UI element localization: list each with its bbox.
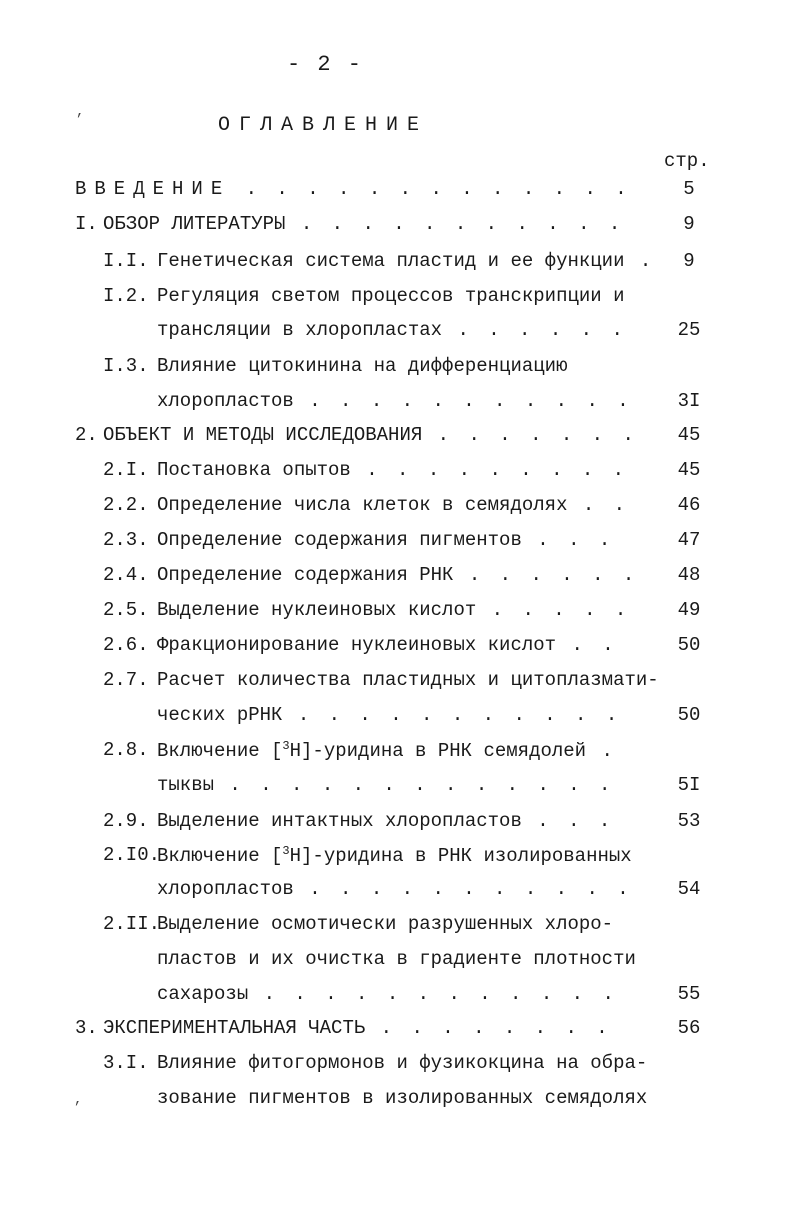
toc-entry <box>0 564 793 594</box>
toc-entry-text: Выделение интактных хлоропластов <box>157 810 522 832</box>
toc-entry <box>0 494 793 524</box>
toc-entry-text: ВВЕДЕНИЕ <box>75 178 231 200</box>
dot-leader: . . . . . . <box>442 319 627 341</box>
toc-entry <box>0 285 793 315</box>
toc-entry-number: 2.4. <box>103 564 149 586</box>
toc-entry-text: Определение содержания РНК <box>157 564 454 586</box>
toc-entry <box>0 459 793 489</box>
dot-leader: . . <box>567 494 630 516</box>
toc-entry <box>0 844 793 874</box>
toc-entry-number: 2.9. <box>103 810 149 832</box>
dot-leader: . . . . . . <box>453 564 639 586</box>
toc-entry-number: I.2. <box>103 285 149 307</box>
toc-entry-title <box>75 178 631 200</box>
toc-entry-text: Выделение осмотически разрушенных хлоро- <box>157 913 614 935</box>
toc-entry-page: 47 <box>677 529 701 551</box>
toc-entry <box>0 704 793 734</box>
toc-entry <box>0 739 793 769</box>
toc-entry-page: 53 <box>677 810 701 832</box>
toc-entry-number: 2.7. <box>103 669 149 691</box>
toc-entry-number: 2.3. <box>103 529 149 551</box>
toc-entry-number: I.3. <box>103 355 149 377</box>
dot-leader: . . . . . . . . . . . . . <box>214 774 615 796</box>
toc-entry-text: ческих рРНК <box>157 704 283 726</box>
toc-entry-number: 2.I. <box>103 459 149 481</box>
toc-entry-text: Определение числа клеток в семядолях <box>157 494 568 516</box>
dot-leader: . . <box>556 634 618 656</box>
toc-entry-number: 3. <box>75 1017 98 1039</box>
toc-entry-page: 9 <box>683 250 695 272</box>
toc-entry-text: тыквы <box>157 774 215 796</box>
toc-entry <box>0 250 793 280</box>
toc-entry-text: Включение [ <box>157 845 283 867</box>
toc-entry-page: 5 <box>683 178 695 200</box>
toc-entry-page: 49 <box>677 599 701 621</box>
dot-leader: . <box>586 740 617 762</box>
page-number: - 2 - <box>286 52 363 77</box>
toc-entry-text: Влияние цитокинина на дифференциацию <box>157 355 568 377</box>
toc-entry-title <box>157 390 633 412</box>
dot-leader: . . . . . . . . . <box>350 459 629 481</box>
toc-entry-text: Выделение нуклеиновых кислот <box>157 599 477 621</box>
toc-entry-title <box>157 599 630 621</box>
toc-entry-text: ОБЪЕКТ И МЕТОДЫ ИССЛЕДОВАНИЯ <box>103 424 423 446</box>
toc-entry <box>0 669 793 699</box>
toc-entry-title <box>157 774 614 796</box>
toc-entry-text: трансляции в хлоропластах <box>157 319 443 341</box>
toc-entry-title <box>157 494 629 516</box>
toc-entry-title <box>157 913 613 935</box>
page-title: ОГЛАВЛЕНИЕ <box>218 114 429 137</box>
toc-entry-text: сахарозы <box>157 983 249 1005</box>
toc-entry-text: ЭКСПЕРИМЕНТАЛЬНАЯ ЧАСТЬ <box>103 1017 366 1039</box>
toc-entry-title <box>157 669 659 691</box>
toc-entry-title <box>157 459 628 481</box>
toc-entry-text: Определение содержания пигментов <box>157 529 522 551</box>
toc-entry-text: пластов и их очистка в градиенте плотности <box>157 948 636 970</box>
toc-entry-title <box>157 844 632 867</box>
toc-entry-title <box>103 1017 612 1039</box>
toc-entry <box>0 634 793 664</box>
dot-leader: . . . . . . . . . . . <box>293 878 633 900</box>
toc-entry-title <box>157 564 638 586</box>
toc-entry <box>0 319 793 349</box>
dot-leader: . . . . . . . . . . . . . <box>230 178 631 200</box>
toc-entry-title <box>103 424 638 446</box>
toc-entry-title <box>157 983 618 1005</box>
toc-entry-page: 9 <box>683 213 695 235</box>
toc-entry-title <box>157 319 627 341</box>
toc-entry-title <box>157 285 624 307</box>
toc-entry-title <box>157 529 614 551</box>
toc-entry-page: 5I <box>677 774 701 796</box>
toc-entry <box>0 390 793 420</box>
toc-entry-title <box>157 634 618 656</box>
toc-entry <box>0 810 793 840</box>
page-column-label: стр. <box>664 150 710 172</box>
toc-entry <box>0 948 793 978</box>
toc-entry-number: I. <box>75 213 98 235</box>
toc-entry-page: 50 <box>677 634 701 656</box>
toc-entry-title <box>103 213 624 235</box>
toc-entry-title <box>157 810 614 832</box>
toc-entry-page: 54 <box>677 878 701 900</box>
toc-entry-number: 2. <box>75 424 98 446</box>
toc-entry-title <box>157 1052 647 1074</box>
dot-leader: . . . . . . . . . . . <box>282 704 622 726</box>
toc-entry-title <box>157 250 655 272</box>
toc-entry-text: Регуляция светом процессов транскрипции и <box>157 285 625 307</box>
toc-entry <box>0 913 793 943</box>
dot-leader: . . . . . . . . . . . . <box>248 983 618 1005</box>
toc-entry <box>0 213 793 243</box>
scan-mark: , <box>76 104 85 120</box>
toc-entry-number: 3.I. <box>103 1052 149 1074</box>
toc-entry-number: 2.2. <box>103 494 149 516</box>
toc-entry-text: хлоропластов <box>157 878 294 900</box>
toc-entry-title <box>157 878 633 900</box>
dot-leader: . . . . . . . <box>422 424 638 446</box>
toc-entry-number: 2.5. <box>103 599 149 621</box>
dot-leader: . <box>624 250 656 272</box>
toc-entry <box>0 1052 793 1082</box>
toc-entry-text: ОБЗОР ЛИТЕРАТУРЫ <box>103 213 286 235</box>
toc-entry <box>0 1017 793 1047</box>
toc-entry-title <box>157 355 567 377</box>
dot-leader: . . . . . . . . . . . <box>293 390 633 412</box>
toc-entry-text: H]-уридина в РНК семядолей <box>289 740 587 762</box>
toc-entry-number: 2.8. <box>103 739 149 761</box>
toc-entry <box>0 983 793 1013</box>
toc-entry-title <box>157 948 636 970</box>
toc-entry-page: 46 <box>677 494 701 516</box>
toc-entry-page: 50 <box>677 704 701 726</box>
dot-leader: . . . <box>521 529 615 551</box>
toc-entry-number: 2.6. <box>103 634 149 656</box>
toc-entry-page: 45 <box>677 459 701 481</box>
toc-entry-page: 56 <box>677 1017 701 1039</box>
toc-entry <box>0 1087 793 1117</box>
isotope-superscript: 3 <box>282 739 290 753</box>
dot-leader: . . . . . <box>476 599 631 621</box>
toc-entry-title <box>157 1087 647 1109</box>
toc-entry-text: Включение [ <box>157 740 283 762</box>
toc-entry <box>0 774 793 804</box>
toc-entry <box>0 529 793 559</box>
toc-entry-text: Расчет количества пластидных и цитоплазмати- <box>157 669 659 691</box>
toc-entry-text: H]-уридина в РНК изолированных <box>289 845 632 867</box>
toc-entry-text: зование пигментов в изолированных семядолях <box>157 1087 648 1109</box>
toc-entry <box>0 878 793 908</box>
toc-entry-page: 45 <box>677 424 701 446</box>
toc-entry <box>0 599 793 629</box>
toc-entry-number: 2.I0. <box>103 844 161 866</box>
toc-entry-number: 2.II. <box>103 913 161 935</box>
toc-entry-text: Фракционирование нуклеиновых кислот <box>157 634 557 656</box>
toc-entry-text: Генетическая система пластид и ее функции <box>157 250 625 272</box>
toc-entry-page: 48 <box>677 564 701 586</box>
toc-entry-title <box>157 704 621 726</box>
scan-mark: , <box>74 1092 83 1108</box>
toc-entry-page: 25 <box>677 319 701 341</box>
toc-entry-text: хлоропластов <box>157 390 294 412</box>
dot-leader: . . . . . . . . . . . <box>285 213 625 235</box>
toc-entry-text: Постановка опытов <box>157 459 351 481</box>
toc-entry <box>0 424 793 454</box>
toc-entry-number: I.I. <box>103 250 149 272</box>
toc-entry-text: Влияние фитогормонов и фузикокцина на обра- <box>157 1052 648 1074</box>
toc-entry-page: 55 <box>677 983 701 1005</box>
toc-entry-page: 3I <box>677 390 701 412</box>
isotope-superscript: 3 <box>282 844 290 858</box>
toc-entry-title <box>157 739 617 762</box>
dot-leader: . . . . . . . . <box>365 1017 612 1039</box>
toc-entry <box>0 178 793 208</box>
dot-leader: . . . <box>521 810 615 832</box>
toc-entry <box>0 355 793 385</box>
